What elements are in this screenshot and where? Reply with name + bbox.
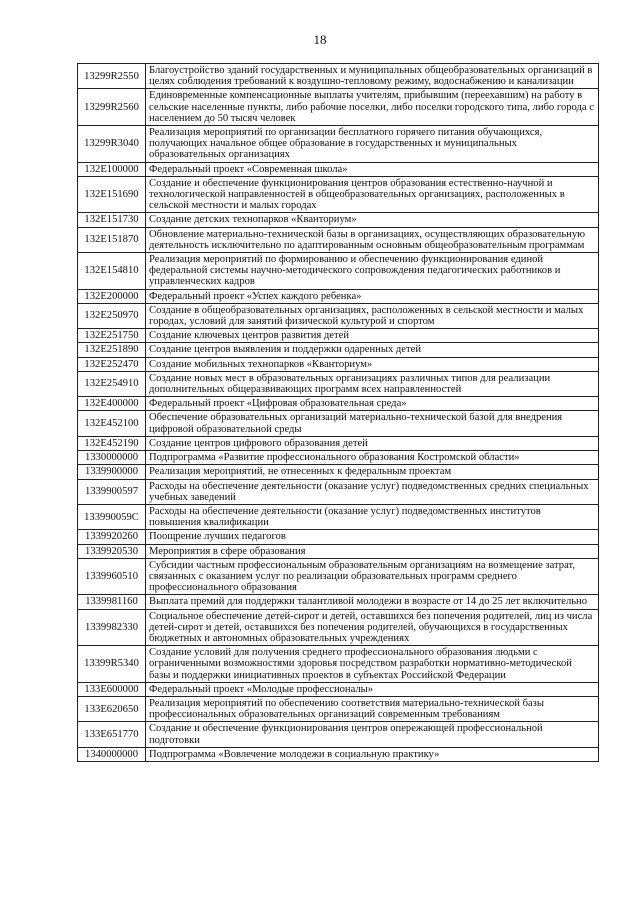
row-description: Создание мобильных технопарков «Кванториум» <box>146 357 599 371</box>
row-code: 132E100000 <box>78 162 146 176</box>
row-code: 1340000000 <box>78 747 146 761</box>
table-row <box>78 696 599 721</box>
row-description: Федеральный проект «Молодые профессионалы» <box>146 682 599 696</box>
table-row <box>78 747 599 761</box>
table-row <box>78 595 599 609</box>
row-description: Федеральный проект «Современная школа» <box>146 162 599 176</box>
row-description: Создание новых мест в образовательных организациях различных типов для реализации дополнительных общеразвивающих программ всех направленностей <box>146 371 599 396</box>
row-description: Реализация мероприятий по обеспечению соответствия материально-технической базы профессиональных образовательных организаций современным требованиям <box>146 696 599 721</box>
table-row <box>78 530 599 544</box>
row-description: Федеральный проект «Цифровая образовательная среда» <box>146 397 599 411</box>
row-code: 13399R5340 <box>78 646 146 683</box>
row-code: 13299R2560 <box>78 89 146 126</box>
table-row <box>78 544 599 558</box>
row-description: Обновление материально-технической базы в организациях, осуществляющих образовательную деятельность исключительно по адаптированным основным общеобразовательным программам <box>146 227 599 252</box>
row-code: 1339920530 <box>78 544 146 558</box>
row-code: 132E251890 <box>78 343 146 357</box>
row-description: Создание и обеспечение функционирования центров опережающей профессиональной подготовки <box>146 722 599 747</box>
table-row <box>78 397 599 411</box>
table-row <box>78 357 599 371</box>
row-description: Социальное обеспечение детей-сирот и детей, оставшихся без попечения родителей, лиц из числа детей-сирот и детей, оставшихся без попечения родителей, обучающихся в государственных бюджетных и автономных образовательных учреждениях <box>146 609 599 646</box>
table-row <box>78 176 599 213</box>
table-row <box>78 609 599 646</box>
row-code: 133990059С <box>78 504 146 529</box>
row-code: 132E452100 <box>78 411 146 436</box>
row-code: 1339960510 <box>78 558 146 595</box>
row-description: Создание ключевых центров развития детей <box>146 329 599 343</box>
row-code: 132E252470 <box>78 357 146 371</box>
row-description: Расходы на обеспечение деятельности (оказание услуг) подведомственных средних специальных учебных заведений <box>146 479 599 504</box>
page-number: 18 <box>313 32 327 47</box>
row-code: 132E151870 <box>78 227 146 252</box>
row-code: 1339982330 <box>78 609 146 646</box>
table-row <box>78 558 599 595</box>
table-row <box>78 227 599 252</box>
row-code: 132E254910 <box>78 371 146 396</box>
row-description: Создание в общеобразовательных организациях, расположенных в сельской местности и малых городах, условий для занятий физической культурой и спортом <box>146 303 599 328</box>
table-row <box>78 451 599 465</box>
row-description: Поощрение лучших педагогов <box>146 530 599 544</box>
row-description: Подпрограмма «Развитие профессионального образования Костромской области» <box>146 451 599 465</box>
table-row <box>78 371 599 396</box>
row-code: 1330000000 <box>78 451 146 465</box>
row-code: 133E651770 <box>78 722 146 747</box>
table-row <box>78 722 599 747</box>
row-description: Реализация мероприятий по организации бесплатного горячего питания обучающихся, получающих начальное общее образование в государственных и муниципальных образовательных организациях <box>146 126 599 163</box>
table-row <box>78 89 599 126</box>
row-description: Создание условий для получения среднего профессионального образования людьми с ограниченными возможностями здоровья посредством разработки нормативно-методической базы и поддержки инициативных проектов в субъектах Российской Федерации <box>146 646 599 683</box>
table-row <box>78 343 599 357</box>
row-description: Выплата премий для поддержки талантливой молодежи в возрасте от 14 до 25 лет включительно <box>146 595 599 609</box>
row-code: 132E154810 <box>78 253 146 290</box>
row-description: Создание и обеспечение функционирования центров образования естественно-научной и технологической направленностей в общеобразовательных организациях, расположенных в сельской местности и малых городах <box>146 176 599 213</box>
table-row <box>78 682 599 696</box>
table-row <box>78 504 599 529</box>
row-description: Благоустройство зданий государственных и муниципальных общеобразовательных организаций в целях соблюдения требований к воздушно-тепловому режиму, водоснабжению и канализации <box>146 64 599 89</box>
table-row <box>78 253 599 290</box>
row-description: Федеральный проект «Успех каждого ребенка» <box>146 289 599 303</box>
row-code: 132E250970 <box>78 303 146 328</box>
row-code: 132E151730 <box>78 213 146 227</box>
table-row <box>78 64 599 89</box>
row-code: 132E251750 <box>78 329 146 343</box>
table-row <box>78 411 599 436</box>
table-body <box>78 64 599 762</box>
row-code: 132E452190 <box>78 436 146 450</box>
row-description: Субсидии частным профессиональным образовательным организациям на возмещение затрат, связанных с оказанием услуг по реализации образовательных программ среднего профессионального образования <box>146 558 599 595</box>
row-description: Создание центров выявления и поддержки одаренных детей <box>146 343 599 357</box>
row-code: 1339920260 <box>78 530 146 544</box>
row-description: Реализация мероприятий по формированию и обеспечению функционирования единой федеральной системы научно-методического сопровождения педагогических работников и управленческих кадров <box>146 253 599 290</box>
row-description: Подпрограмма «Вовлечение молодежи в социальную практику» <box>146 747 599 761</box>
table-row <box>78 126 599 163</box>
row-description: Мероприятия в сфере образования <box>146 544 599 558</box>
budget-codes-table <box>77 63 599 762</box>
row-code: 133E600000 <box>78 682 146 696</box>
row-code: 13299R2550 <box>78 64 146 89</box>
row-code: 1339900597 <box>78 479 146 504</box>
row-description: Создание детских технопарков «Кванториум» <box>146 213 599 227</box>
row-description: Реализация мероприятий, не отнесенных к федеральным проектам <box>146 465 599 479</box>
table-row <box>78 436 599 450</box>
row-code: 133E620650 <box>78 696 146 721</box>
row-code: 1339981160 <box>78 595 146 609</box>
row-description: Единовременные компенсационные выплаты учителям, прибывшим (переехавшим) на работу в сельские населенные пункты, либо рабочие поселки, либо поселки городского типа, либо города с населением до 50 тысяч человек <box>146 89 599 126</box>
table-row <box>78 479 599 504</box>
table-row <box>78 162 599 176</box>
row-description: Обеспечение образовательных организаций материально-технической базой для внедрения цифровой образовательной среды <box>146 411 599 436</box>
row-code: 132E151690 <box>78 176 146 213</box>
row-code: 132E400000 <box>78 397 146 411</box>
table-row <box>78 646 599 683</box>
table-row <box>78 465 599 479</box>
table-row <box>78 213 599 227</box>
row-code: 1339900000 <box>78 465 146 479</box>
table-row <box>78 329 599 343</box>
table-row <box>78 289 599 303</box>
row-code: 132E200000 <box>78 289 146 303</box>
row-description: Расходы на обеспечение деятельности (оказание услуг) подведомственных институтов повышения квалификации <box>146 504 599 529</box>
table-row <box>78 303 599 328</box>
row-code: 13299R3040 <box>78 126 146 163</box>
row-description: Создание центров цифрового образования детей <box>146 436 599 450</box>
